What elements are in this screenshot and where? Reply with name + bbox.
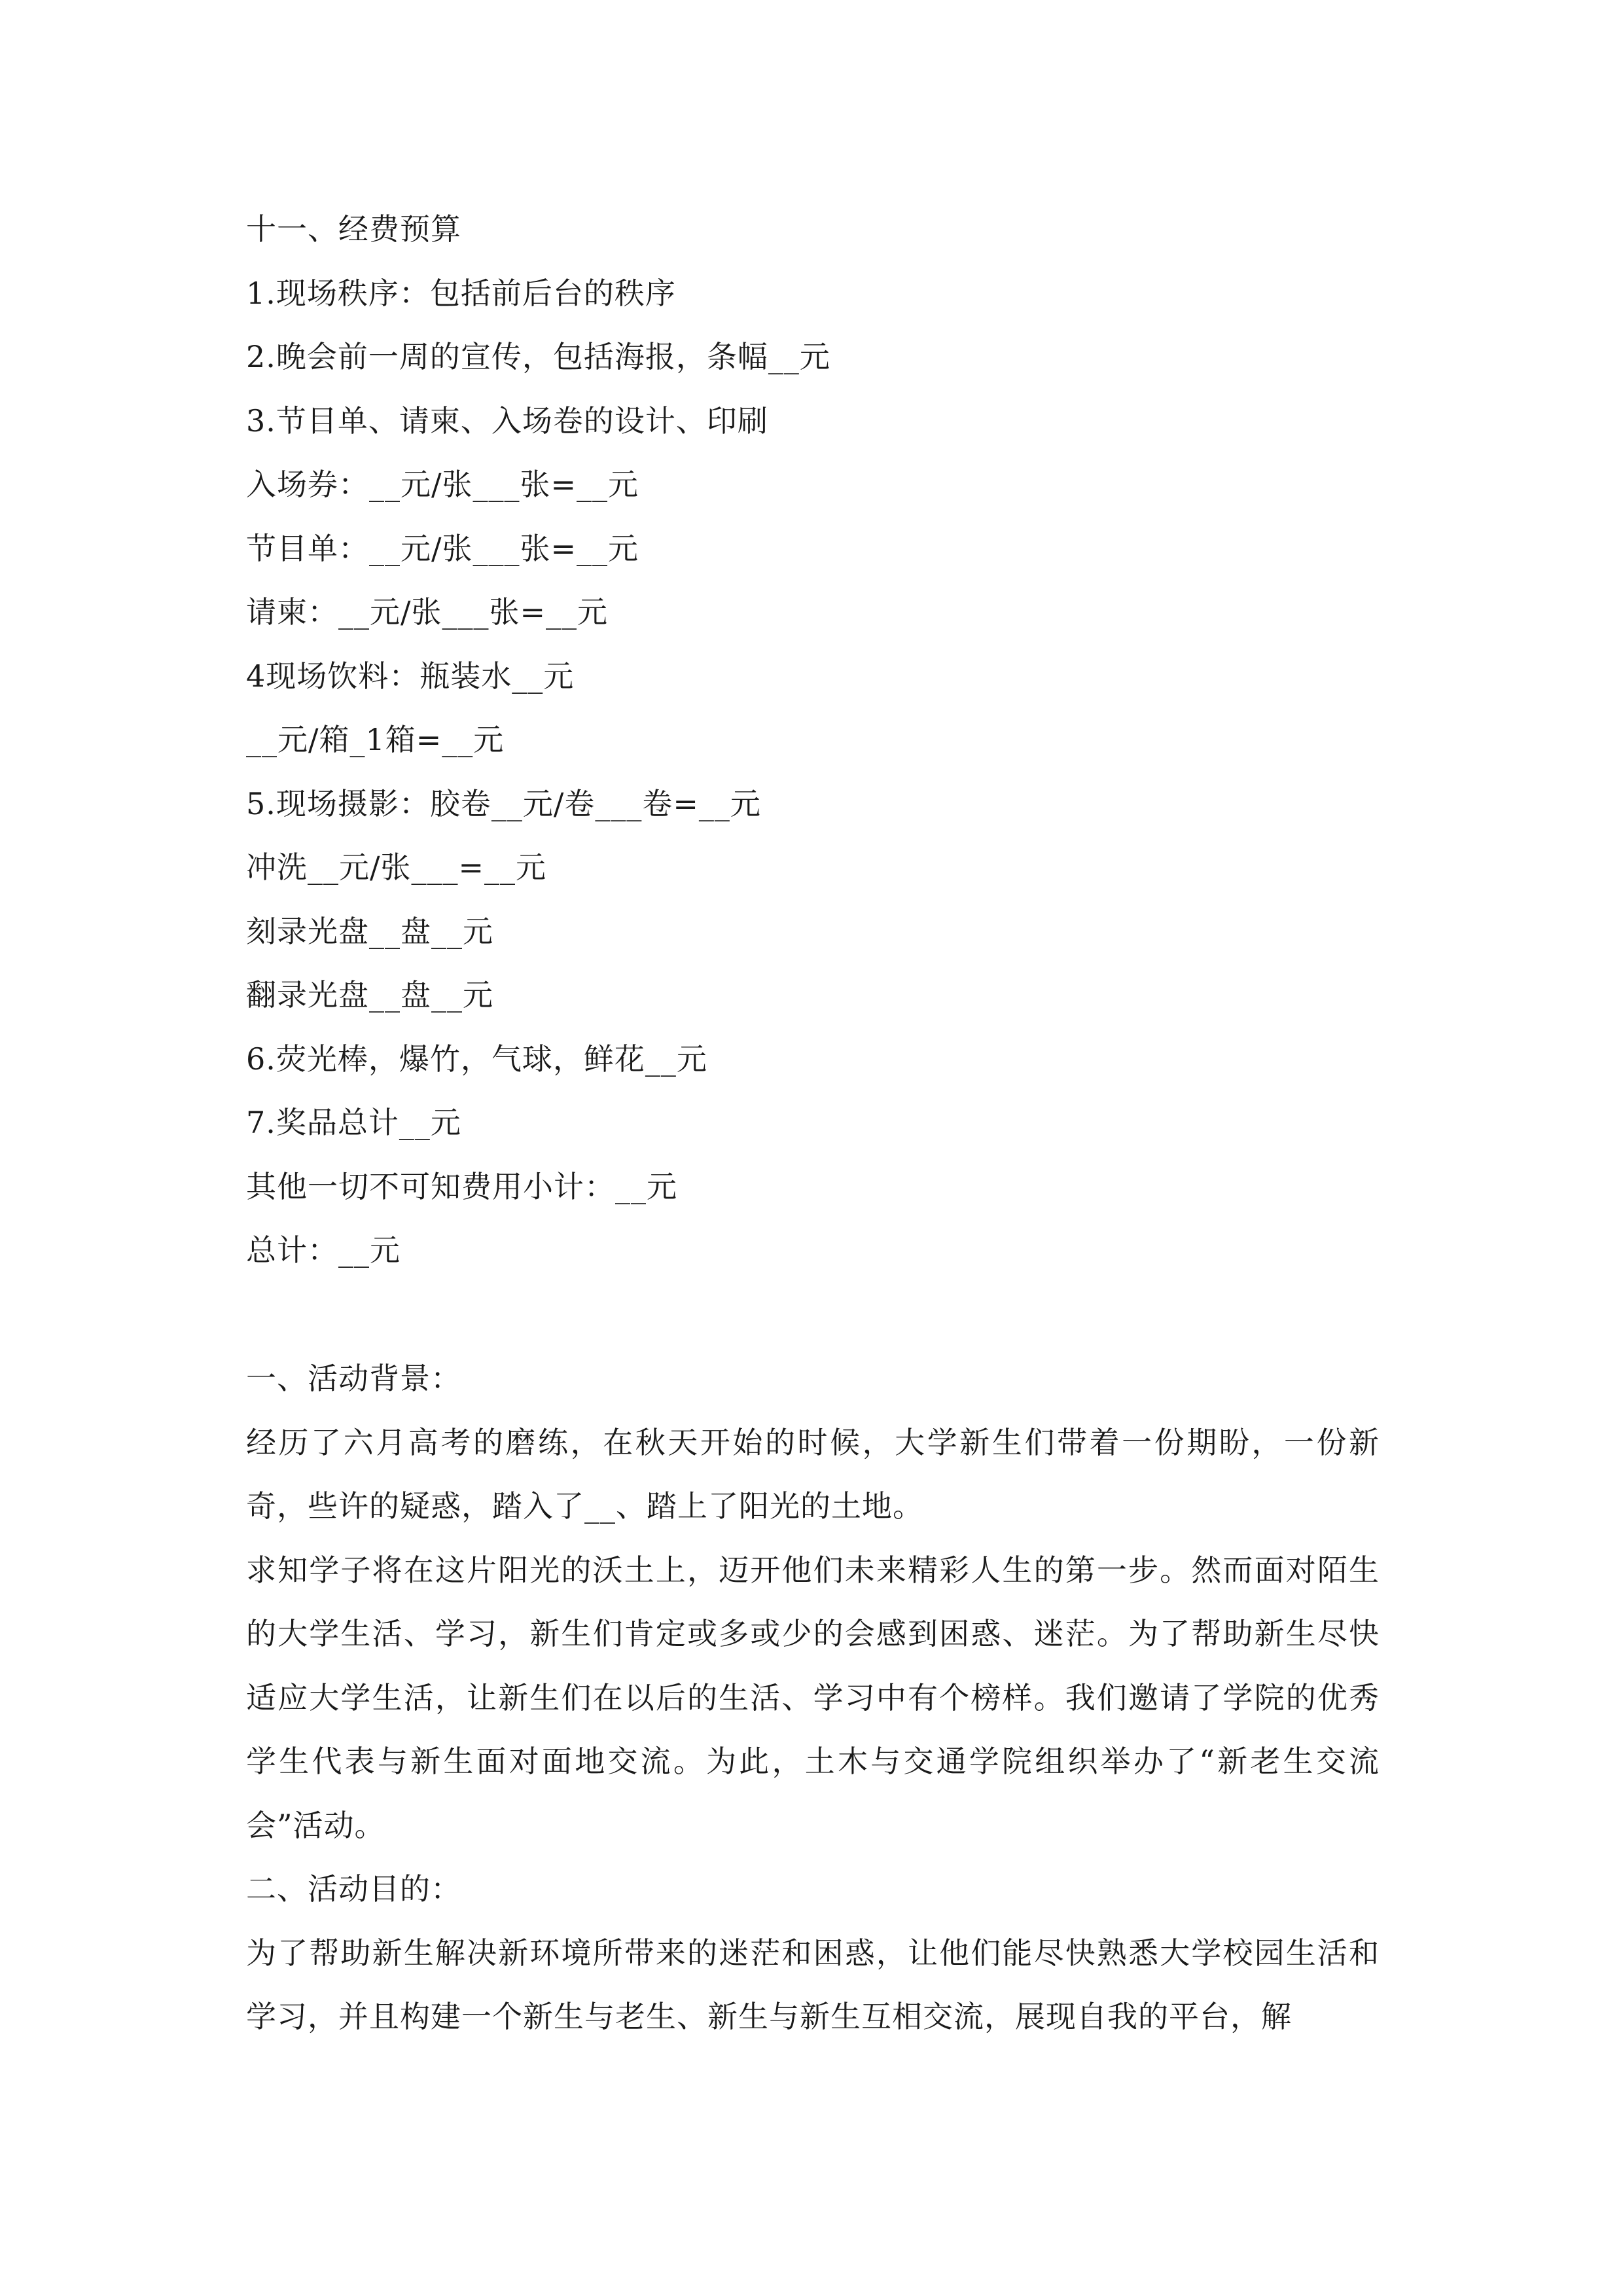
budget-item: 翻录光盘__盘__元 <box>246 977 493 1013</box>
budget-item: 3.节目单、请柬、入场卷的设计、印刷 <box>246 403 768 439</box>
budget-item: 5.现场摄影：胶卷__元/卷___卷=__元 <box>246 785 761 821</box>
purpose-paragraph: 为了帮助新生解决新环境所带来的迷茫和困惑，让他们能尽快熟悉大学校园生活和学习，并且构建一个新生与老生、新生与新生互相交流，展现自我的平台，解 <box>246 1935 1380 2034</box>
budget-item: 请柬：__元/张___张=__元 <box>246 594 609 630</box>
budget-section <box>246 198 1398 1283</box>
budget-item: 其他一切不可知费用小计：__元 <box>246 1168 677 1204</box>
background-paragraph: 经历了六月高考的磨练，在秋天开始的时候，大学新生们带着一份期盼，一份新奇，些许的疑惑，踏入了__、踏上了阳光的土地。 <box>246 1424 1380 1524</box>
background-paragraph: 求知学子将在这片阳光的沃土上，迈开他们未来精彩人生的第一步。然而面对陌生的大学生活、学习，新生们肯定或多或少的会感到困惑、迷茫。为了帮助新生尽快适应大学生活，让新生们在以后的生活、学习中有个榜样。我们邀请了学院的优秀学生代表与新生面对面地交流。为此，土木与交通学院组织举办了“新老生交流会”活动。 <box>246 1552 1380 1843</box>
budget-item: 2.晚会前一周的宣传，包括海报，条幅__元 <box>246 339 830 374</box>
budget-item: 1.现场秩序：包括前后台的秩序 <box>246 275 676 311</box>
budget-total: 总计：__元 <box>246 1232 401 1268</box>
activity-plan-section <box>246 1347 1380 2049</box>
section-heading-purpose: 二、活动目的： <box>246 1871 461 1907</box>
section-heading-background: 一、活动背景： <box>246 1361 461 1396</box>
budget-item: 冲洗__元/张___=__元 <box>246 850 547 885</box>
budget-item: 入场券：__元/张___张=__元 <box>246 467 639 502</box>
budget-item: 节目单：__元/张___张=__元 <box>246 530 639 566</box>
budget-item: __元/箱_1箱=__元 <box>246 722 505 757</box>
budget-heading: 十一、经费预算 <box>246 211 461 247</box>
budget-item: 7.奖品总计__元 <box>246 1105 461 1140</box>
budget-item: 6.荧光棒，爆竹，气球，鲜花__元 <box>246 1041 707 1077</box>
budget-item: 4现场饮料：瓶装水__元 <box>246 658 575 694</box>
budget-item: 刻录光盘__盘__元 <box>246 913 493 949</box>
